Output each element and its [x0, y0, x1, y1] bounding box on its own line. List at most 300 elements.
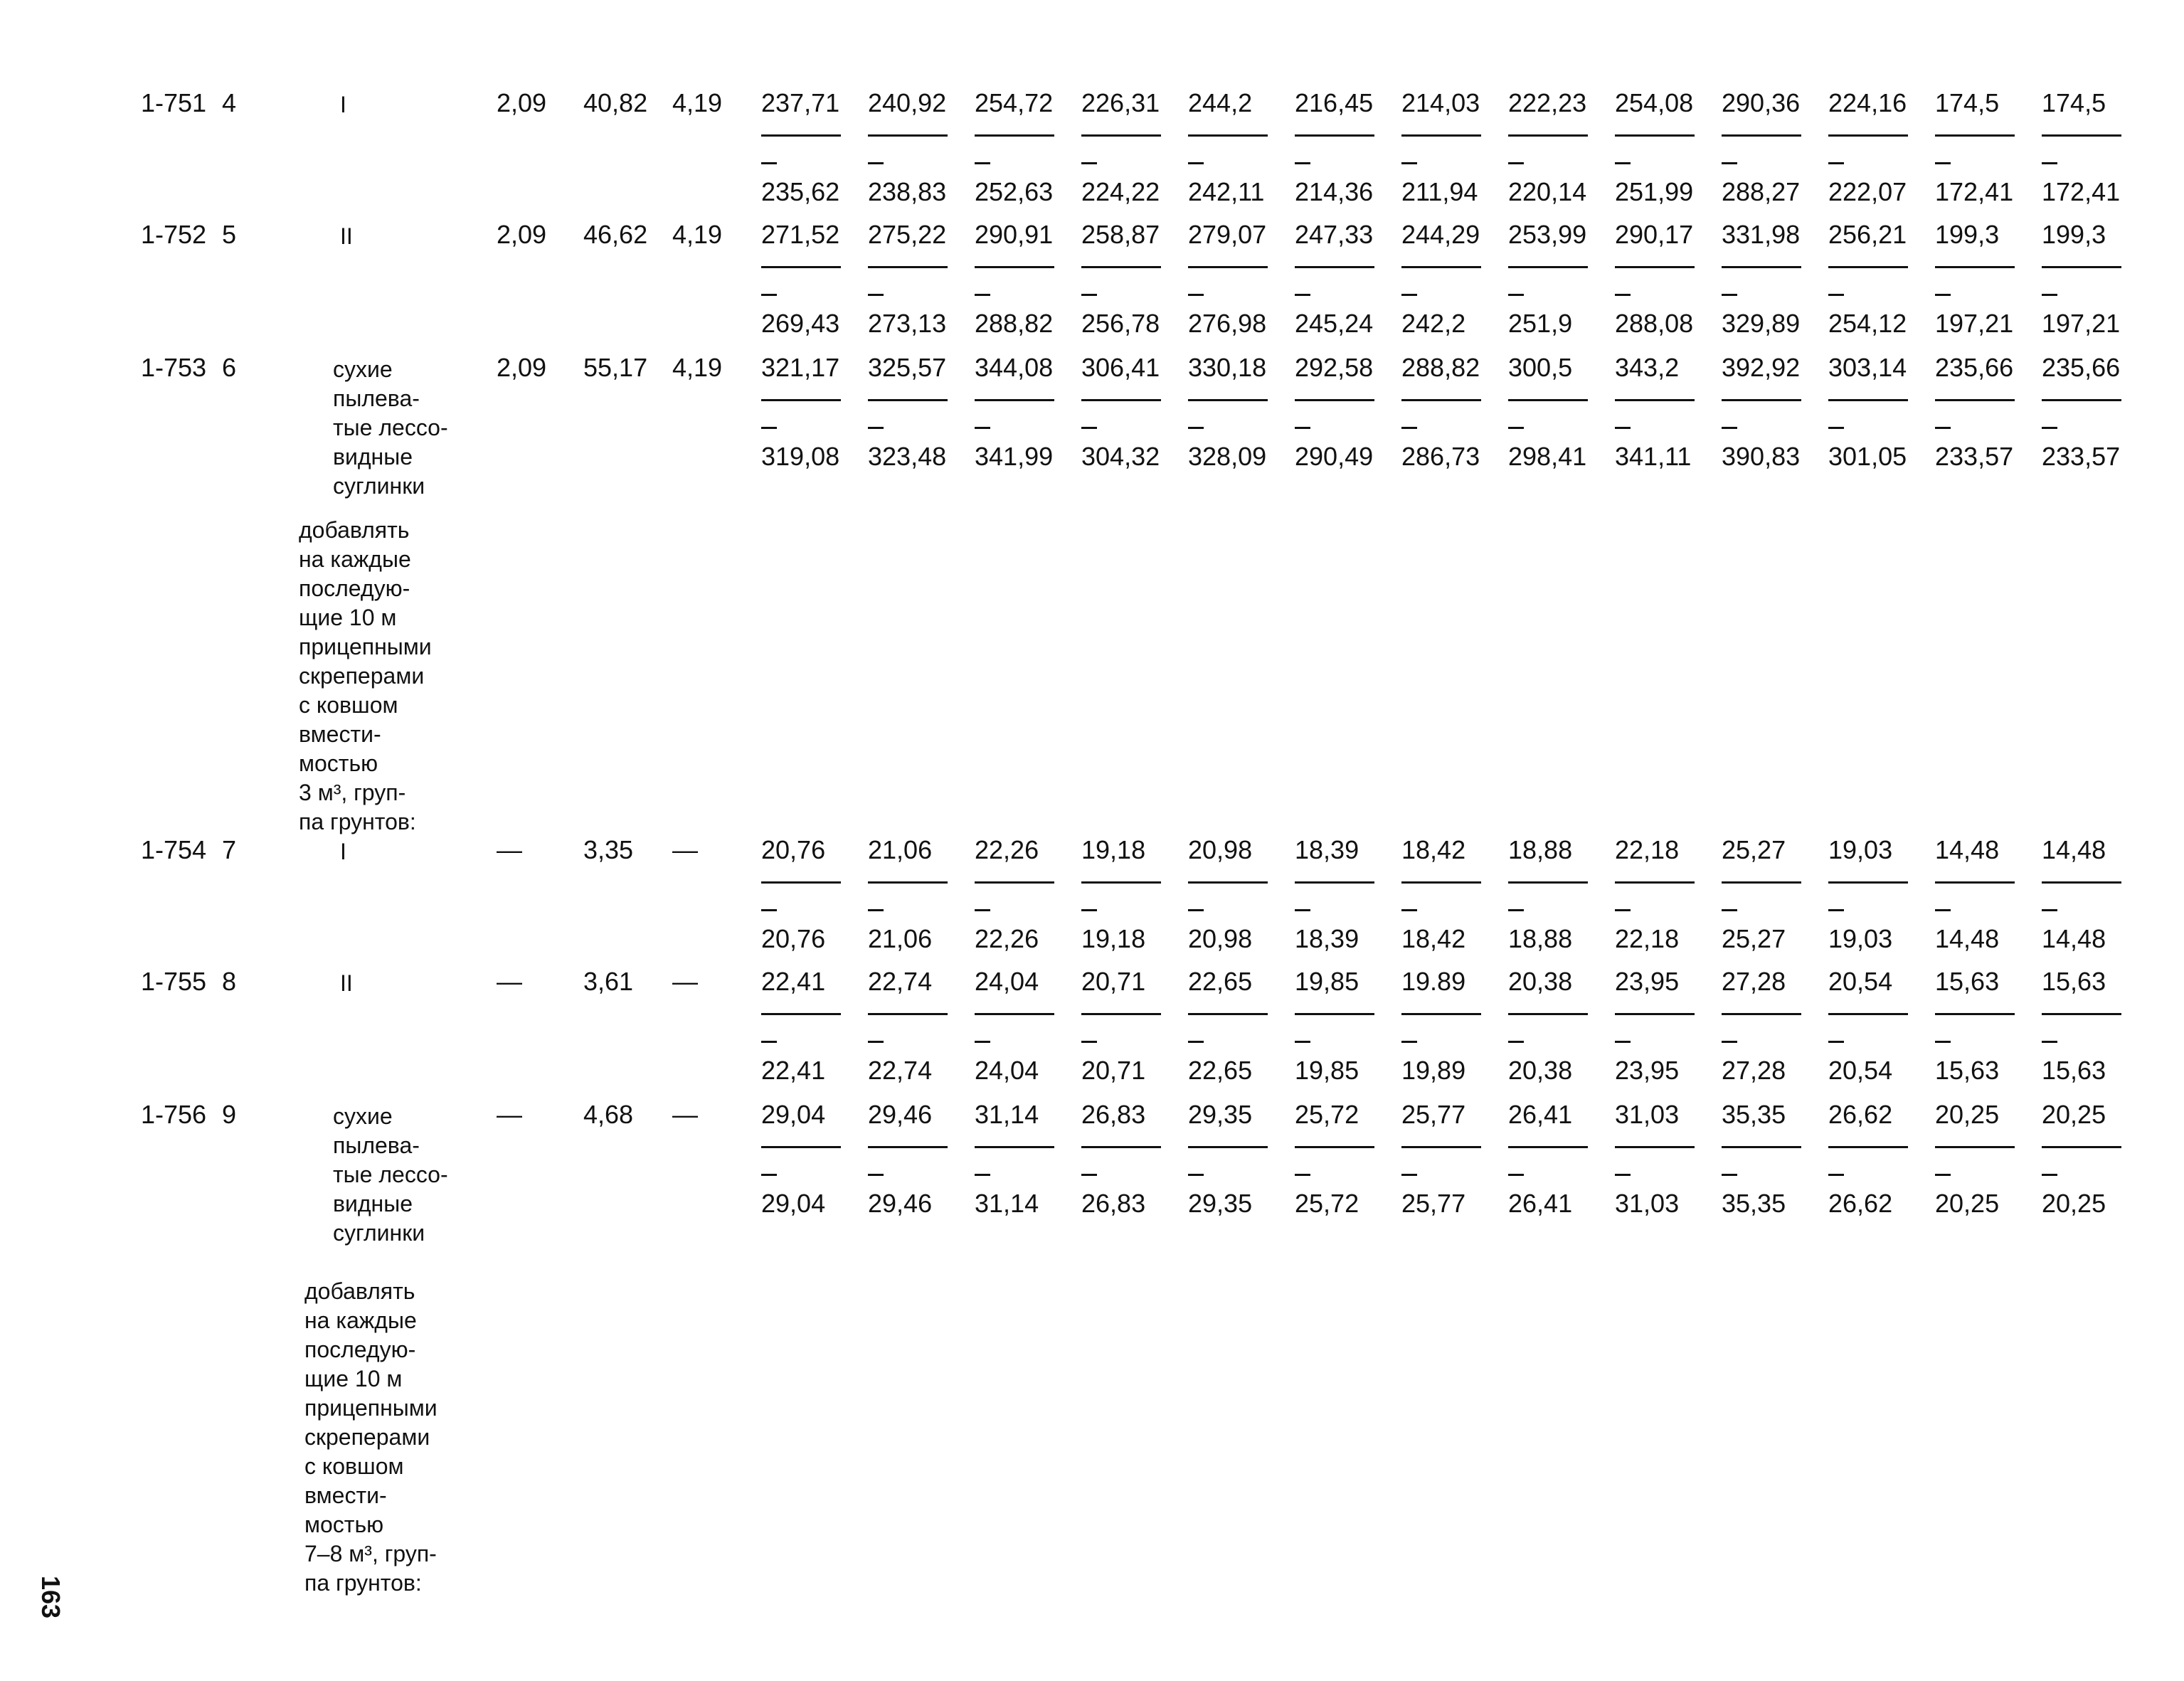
minus-sign — [1295, 427, 1310, 429]
value-bottom: 341,99 — [975, 442, 1054, 471]
page-number: 163 — [36, 1576, 65, 1619]
minus-sign — [1615, 427, 1631, 429]
value-top: 224,16 — [1828, 88, 1907, 117]
minus-sign — [868, 162, 884, 164]
value-bottom: 341,11 — [1615, 442, 1692, 471]
minus-sign — [2042, 427, 2057, 429]
minus-sign — [1081, 294, 1097, 296]
value-bottom: 24,04 — [975, 1056, 1039, 1085]
value-top: 214,03 — [1401, 88, 1480, 117]
minus-sign — [868, 1174, 884, 1176]
value-bottom: 233,57 — [2042, 442, 2121, 471]
note-line: 7–8 м³, груп- — [304, 1541, 437, 1566]
value-bottom: 18,39 — [1295, 924, 1359, 953]
value-bottom: 233,57 — [1935, 442, 2014, 471]
soil-group: сухие — [333, 356, 393, 382]
value-bottom: 25,77 — [1401, 1189, 1466, 1218]
value-top: 279,07 — [1188, 220, 1267, 249]
minus-sign — [1508, 427, 1524, 429]
coef-1: 2,09 — [497, 220, 547, 249]
value-top: 26,41 — [1508, 1100, 1573, 1129]
minus-sign — [761, 1174, 777, 1176]
value-bottom: 20,71 — [1081, 1056, 1146, 1085]
fraction-line — [1722, 399, 1801, 401]
value-top: 254,08 — [1615, 88, 1694, 117]
fraction-line — [1828, 399, 1908, 401]
soil-group: пылева- — [333, 386, 420, 411]
minus-sign — [1508, 162, 1524, 164]
value-top: 25,27 — [1722, 835, 1786, 864]
minus-sign — [1295, 1041, 1310, 1043]
fraction-line — [761, 881, 841, 884]
fraction-line — [2042, 134, 2121, 137]
row-number: 5 — [222, 220, 237, 249]
fraction-line — [1722, 1013, 1801, 1015]
soil-group: пылева- — [333, 1133, 420, 1158]
value-bottom: 245,24 — [1295, 309, 1374, 338]
minus-sign — [1401, 909, 1417, 911]
value-bottom: 172,41 — [2042, 177, 2121, 206]
minus-sign — [1828, 162, 1844, 164]
fraction-line — [1295, 1146, 1374, 1148]
coef-3: — — [672, 835, 698, 864]
minus-sign — [1401, 1041, 1417, 1043]
note-line: с ковшом — [299, 692, 398, 718]
value-top: 31,14 — [975, 1100, 1039, 1129]
value-top: 29,35 — [1188, 1100, 1253, 1129]
fraction-line — [761, 266, 841, 268]
minus-sign — [1615, 909, 1631, 911]
note-line: мостью — [299, 751, 378, 776]
value-bottom: 22,65 — [1188, 1056, 1253, 1085]
value-bottom: 242,11 — [1188, 177, 1265, 206]
value-top: 21,06 — [868, 835, 933, 864]
value-top: 216,45 — [1295, 88, 1374, 117]
minus-sign — [1188, 294, 1204, 296]
value-bottom: 273,13 — [868, 309, 947, 338]
value-bottom: 20,25 — [1935, 1189, 2000, 1218]
fraction-line — [1188, 1013, 1268, 1015]
value-bottom: 269,43 — [761, 309, 840, 338]
value-top: 174,5 — [1935, 88, 2000, 117]
fraction-line — [1081, 1146, 1161, 1148]
fraction-line — [1935, 266, 2015, 268]
value-top: 199,3 — [1935, 220, 2000, 249]
coef-2: 3,61 — [583, 967, 634, 996]
fraction-line — [975, 266, 1054, 268]
minus-sign — [1188, 1174, 1204, 1176]
minus-sign — [2042, 1041, 2057, 1043]
value-top: 22,18 — [1615, 835, 1680, 864]
value-bottom: 15,63 — [1935, 1056, 2000, 1085]
minus-sign — [1615, 162, 1631, 164]
value-top: 19.89 — [1401, 967, 1466, 996]
minus-sign — [1188, 427, 1204, 429]
value-top: 15,63 — [1935, 967, 2000, 996]
fraction-line — [1401, 1013, 1481, 1015]
fraction-line — [868, 1146, 948, 1148]
fraction-line — [1935, 1013, 2015, 1015]
value-bottom: 22,26 — [975, 924, 1039, 953]
minus-sign — [1508, 1041, 1524, 1043]
note-line: скреперами — [299, 663, 425, 689]
value-top: 237,71 — [761, 88, 840, 117]
minus-sign — [1722, 1174, 1737, 1176]
note-line: щие 10 м — [304, 1366, 403, 1391]
soil-group: суглинки — [333, 473, 425, 499]
note-line: па грунтов: — [304, 1570, 422, 1596]
minus-sign — [1401, 294, 1417, 296]
value-top: 306,41 — [1081, 353, 1160, 382]
fraction-line — [1508, 399, 1588, 401]
fraction-line — [975, 1146, 1054, 1148]
value-top: 292,58 — [1295, 353, 1374, 382]
value-bottom: 288,27 — [1722, 177, 1801, 206]
value-bottom: 20,38 — [1508, 1056, 1573, 1085]
value-bottom: 328,09 — [1188, 442, 1267, 471]
minus-sign — [1295, 162, 1310, 164]
value-bottom: 35,35 — [1722, 1189, 1786, 1218]
soil-group: I — [340, 839, 346, 864]
value-top: 20,38 — [1508, 967, 1573, 996]
fraction-line — [1935, 134, 2015, 137]
value-bottom: 254,12 — [1828, 309, 1907, 338]
minus-sign — [1081, 427, 1097, 429]
fraction-line — [1722, 134, 1801, 137]
coef-2: 4,68 — [583, 1100, 634, 1129]
value-bottom: 25,72 — [1295, 1189, 1359, 1218]
value-bottom: 25,27 — [1722, 924, 1786, 953]
fraction-line — [1188, 134, 1268, 137]
coef-3: 4,19 — [672, 353, 723, 382]
coef-1: 2,09 — [497, 88, 547, 117]
value-bottom: 329,89 — [1722, 309, 1801, 338]
value-bottom: 319,08 — [761, 442, 840, 471]
value-bottom: 23,95 — [1615, 1056, 1680, 1085]
minus-sign — [1828, 1174, 1844, 1176]
value-bottom: 390,83 — [1722, 442, 1801, 471]
value-bottom: 252,63 — [975, 177, 1054, 206]
minus-sign — [868, 1041, 884, 1043]
value-top: 26,62 — [1828, 1100, 1893, 1129]
value-bottom: 22,18 — [1615, 924, 1680, 953]
fraction-line — [868, 134, 948, 137]
value-bottom: 18,88 — [1508, 924, 1573, 953]
fraction-line — [1081, 881, 1161, 884]
minus-sign — [975, 427, 990, 429]
value-bottom: 22,74 — [868, 1056, 933, 1085]
fraction-line — [1295, 134, 1374, 137]
note-line: добавлять — [299, 517, 410, 543]
value-top: 344,08 — [975, 353, 1054, 382]
fraction-line — [2042, 266, 2121, 268]
note-line: последую- — [304, 1337, 416, 1362]
value-top: 343,2 — [1615, 353, 1680, 382]
value-bottom: 214,36 — [1295, 177, 1374, 206]
fraction-line — [1401, 1146, 1481, 1148]
value-bottom: 251,99 — [1615, 177, 1694, 206]
minus-sign — [1935, 162, 1951, 164]
fraction-line — [975, 134, 1054, 137]
value-bottom: 20,25 — [2042, 1189, 2106, 1218]
value-top: 258,87 — [1081, 220, 1160, 249]
value-bottom: 238,83 — [868, 177, 947, 206]
fraction-line — [1295, 399, 1374, 401]
minus-sign — [1081, 1174, 1097, 1176]
minus-sign — [1508, 1174, 1524, 1176]
value-bottom: 21,06 — [868, 924, 933, 953]
value-bottom: 172,41 — [1935, 177, 2014, 206]
fraction-line — [1081, 134, 1161, 137]
fraction-line — [1828, 1013, 1908, 1015]
note-line: прицепными — [299, 634, 432, 659]
fraction-line — [761, 1013, 841, 1015]
soil-group: I — [340, 92, 346, 117]
value-bottom: 304,32 — [1081, 442, 1160, 471]
value-bottom: 290,49 — [1295, 442, 1374, 471]
coef-3: 4,19 — [672, 88, 723, 117]
note-line: 3 м³, груп- — [299, 780, 406, 805]
value-top: 300,5 — [1508, 353, 1573, 382]
soil-group: видные — [333, 1191, 413, 1216]
value-bottom: 26,41 — [1508, 1189, 1573, 1218]
value-bottom: 256,78 — [1081, 309, 1160, 338]
value-top: 20,71 — [1081, 967, 1146, 996]
coef-1: — — [497, 835, 522, 864]
value-top: 25,77 — [1401, 1100, 1466, 1129]
fraction-line — [2042, 881, 2121, 884]
value-top: 254,72 — [975, 88, 1054, 117]
value-top: 18,42 — [1401, 835, 1466, 864]
value-bottom: 14,48 — [2042, 924, 2106, 953]
fraction-line — [2042, 1146, 2121, 1148]
minus-sign — [1401, 162, 1417, 164]
fraction-line — [1828, 881, 1908, 884]
fraction-line — [1722, 266, 1801, 268]
value-bottom: 288,82 — [975, 309, 1054, 338]
fraction-line — [1188, 881, 1268, 884]
soil-group: суглинки — [333, 1220, 425, 1246]
value-top: 14,48 — [1935, 835, 2000, 864]
value-top: 22,65 — [1188, 967, 1253, 996]
minus-sign — [1935, 1041, 1951, 1043]
value-top: 331,98 — [1722, 220, 1801, 249]
value-bottom: 301,05 — [1828, 442, 1907, 471]
value-top: 325,57 — [868, 353, 947, 382]
fraction-line — [1401, 399, 1481, 401]
value-top: 18,39 — [1295, 835, 1359, 864]
fraction-line — [2042, 1013, 2121, 1015]
note-line: скреперами — [304, 1424, 430, 1450]
minus-sign — [1935, 427, 1951, 429]
minus-sign — [1188, 162, 1204, 164]
value-top: 22,26 — [975, 835, 1039, 864]
value-bottom: 323,48 — [868, 442, 947, 471]
value-top: 15,63 — [2042, 967, 2106, 996]
value-top: 29,46 — [868, 1100, 933, 1129]
fraction-line — [1188, 266, 1268, 268]
value-bottom: 19,03 — [1828, 924, 1893, 953]
value-top: 20,76 — [761, 835, 826, 864]
value-bottom: 29,35 — [1188, 1189, 1253, 1218]
fraction-line — [1081, 399, 1161, 401]
minus-sign — [2042, 1174, 2057, 1176]
value-bottom: 251,9 — [1508, 309, 1573, 338]
row-code: 1-752 — [141, 220, 207, 249]
value-top: 19,03 — [1828, 835, 1893, 864]
value-bottom: 22,41 — [761, 1056, 826, 1085]
fraction-line — [1722, 881, 1801, 884]
value-top: 20,25 — [2042, 1100, 2106, 1129]
coef-3: — — [672, 967, 698, 996]
coef-2: 46,62 — [583, 220, 648, 249]
row-code: 1-753 — [141, 353, 207, 382]
value-top: 290,91 — [975, 220, 1054, 249]
value-top: 290,36 — [1722, 88, 1801, 117]
fraction-line — [1615, 399, 1695, 401]
minus-sign — [975, 294, 990, 296]
minus-sign — [1401, 1174, 1417, 1176]
row-code: 1-754 — [141, 835, 207, 864]
fraction-line — [1828, 134, 1908, 137]
value-top: 290,17 — [1615, 220, 1694, 249]
value-top: 35,35 — [1722, 1100, 1786, 1129]
fraction-line — [761, 399, 841, 401]
value-bottom: 26,62 — [1828, 1189, 1893, 1218]
minus-sign — [975, 1174, 990, 1176]
minus-sign — [975, 1041, 990, 1043]
minus-sign — [868, 909, 884, 911]
value-top: 174,5 — [2042, 88, 2106, 117]
minus-sign — [1401, 427, 1417, 429]
value-bottom: 298,41 — [1508, 442, 1587, 471]
value-top: 256,21 — [1828, 220, 1907, 249]
minus-sign — [2042, 162, 2057, 164]
minus-sign — [1722, 1041, 1737, 1043]
value-top: 18,88 — [1508, 835, 1573, 864]
fraction-line — [1401, 266, 1481, 268]
fraction-line — [1295, 1013, 1374, 1015]
coef-3: — — [672, 1100, 698, 1129]
coef-3: 4,19 — [672, 220, 723, 249]
minus-sign — [761, 1041, 777, 1043]
value-top: 199,3 — [2042, 220, 2106, 249]
value-bottom: 29,04 — [761, 1189, 826, 1218]
note-line: с ковшом — [304, 1453, 404, 1479]
fraction-line — [1295, 266, 1374, 268]
fraction-line — [1828, 1146, 1908, 1148]
soil-group: II — [340, 970, 353, 996]
note-line: вмести- — [304, 1483, 387, 1508]
value-top: 392,92 — [1722, 353, 1801, 382]
fraction-line — [1508, 1146, 1588, 1148]
minus-sign — [1722, 162, 1737, 164]
value-top: 226,31 — [1081, 88, 1160, 117]
coef-2: 40,82 — [583, 88, 648, 117]
minus-sign — [868, 294, 884, 296]
minus-sign — [1935, 294, 1951, 296]
minus-sign — [1508, 909, 1524, 911]
minus-sign — [761, 909, 777, 911]
coef-2: 55,17 — [583, 353, 648, 382]
value-bottom: 197,21 — [2042, 309, 2121, 338]
soil-group: сухие — [333, 1103, 393, 1129]
value-top: 27,28 — [1722, 967, 1786, 996]
fraction-line — [1828, 266, 1908, 268]
note-line: прицепными — [304, 1395, 438, 1421]
note-line: па грунтов: — [299, 809, 416, 834]
minus-sign — [1615, 1041, 1631, 1043]
fraction-line — [868, 266, 948, 268]
value-top: 244,2 — [1188, 88, 1253, 117]
value-bottom: 19,18 — [1081, 924, 1146, 953]
value-top: 235,66 — [2042, 353, 2121, 382]
value-top: 222,23 — [1508, 88, 1587, 117]
value-bottom: 20,98 — [1188, 924, 1253, 953]
fraction-line — [868, 881, 948, 884]
minus-sign — [1081, 909, 1097, 911]
value-bottom: 288,08 — [1615, 309, 1694, 338]
fraction-line — [761, 134, 841, 137]
fraction-line — [1508, 1013, 1588, 1015]
value-top: 26,83 — [1081, 1100, 1146, 1129]
row-number: 9 — [222, 1100, 237, 1129]
value-top: 240,92 — [868, 88, 947, 117]
coef-1: — — [497, 1100, 522, 1129]
soil-group: тые лессо- — [333, 1162, 448, 1187]
value-top: 20,98 — [1188, 835, 1253, 864]
value-top: 20,54 — [1828, 967, 1893, 996]
minus-sign — [975, 162, 990, 164]
soil-group: видные — [333, 444, 413, 470]
value-top: 330,18 — [1188, 353, 1267, 382]
value-top: 19,18 — [1081, 835, 1146, 864]
fraction-line — [975, 399, 1054, 401]
fraction-line — [1081, 1013, 1161, 1015]
fraction-line — [975, 881, 1054, 884]
minus-sign — [761, 162, 777, 164]
minus-sign — [1828, 909, 1844, 911]
value-bottom: 286,73 — [1401, 442, 1480, 471]
fraction-line — [1188, 399, 1268, 401]
value-top: 22,41 — [761, 967, 826, 996]
value-bottom: 15,63 — [2042, 1056, 2106, 1085]
fraction-line — [1295, 881, 1374, 884]
minus-sign — [761, 294, 777, 296]
minus-sign — [1828, 294, 1844, 296]
value-bottom: 19,85 — [1295, 1056, 1359, 1085]
value-top: 23,95 — [1615, 967, 1680, 996]
minus-sign — [1081, 162, 1097, 164]
note-line: на каждые — [299, 546, 411, 572]
soil-group: II — [340, 223, 353, 249]
value-bottom: 222,07 — [1828, 177, 1907, 206]
minus-sign — [1828, 1041, 1844, 1043]
fraction-line — [1722, 1146, 1801, 1148]
minus-sign — [1935, 909, 1951, 911]
value-top: 14,48 — [2042, 835, 2106, 864]
fraction-line — [868, 1013, 948, 1015]
value-bottom: 211,94 — [1401, 177, 1478, 206]
value-top: 25,72 — [1295, 1100, 1359, 1129]
value-top: 253,99 — [1508, 220, 1587, 249]
value-bottom: 224,22 — [1081, 177, 1160, 206]
fraction-line — [1935, 399, 2015, 401]
minus-sign — [1828, 427, 1844, 429]
value-bottom: 19,89 — [1401, 1056, 1466, 1085]
row-number: 8 — [222, 967, 237, 996]
value-bottom: 14,48 — [1935, 924, 2000, 953]
